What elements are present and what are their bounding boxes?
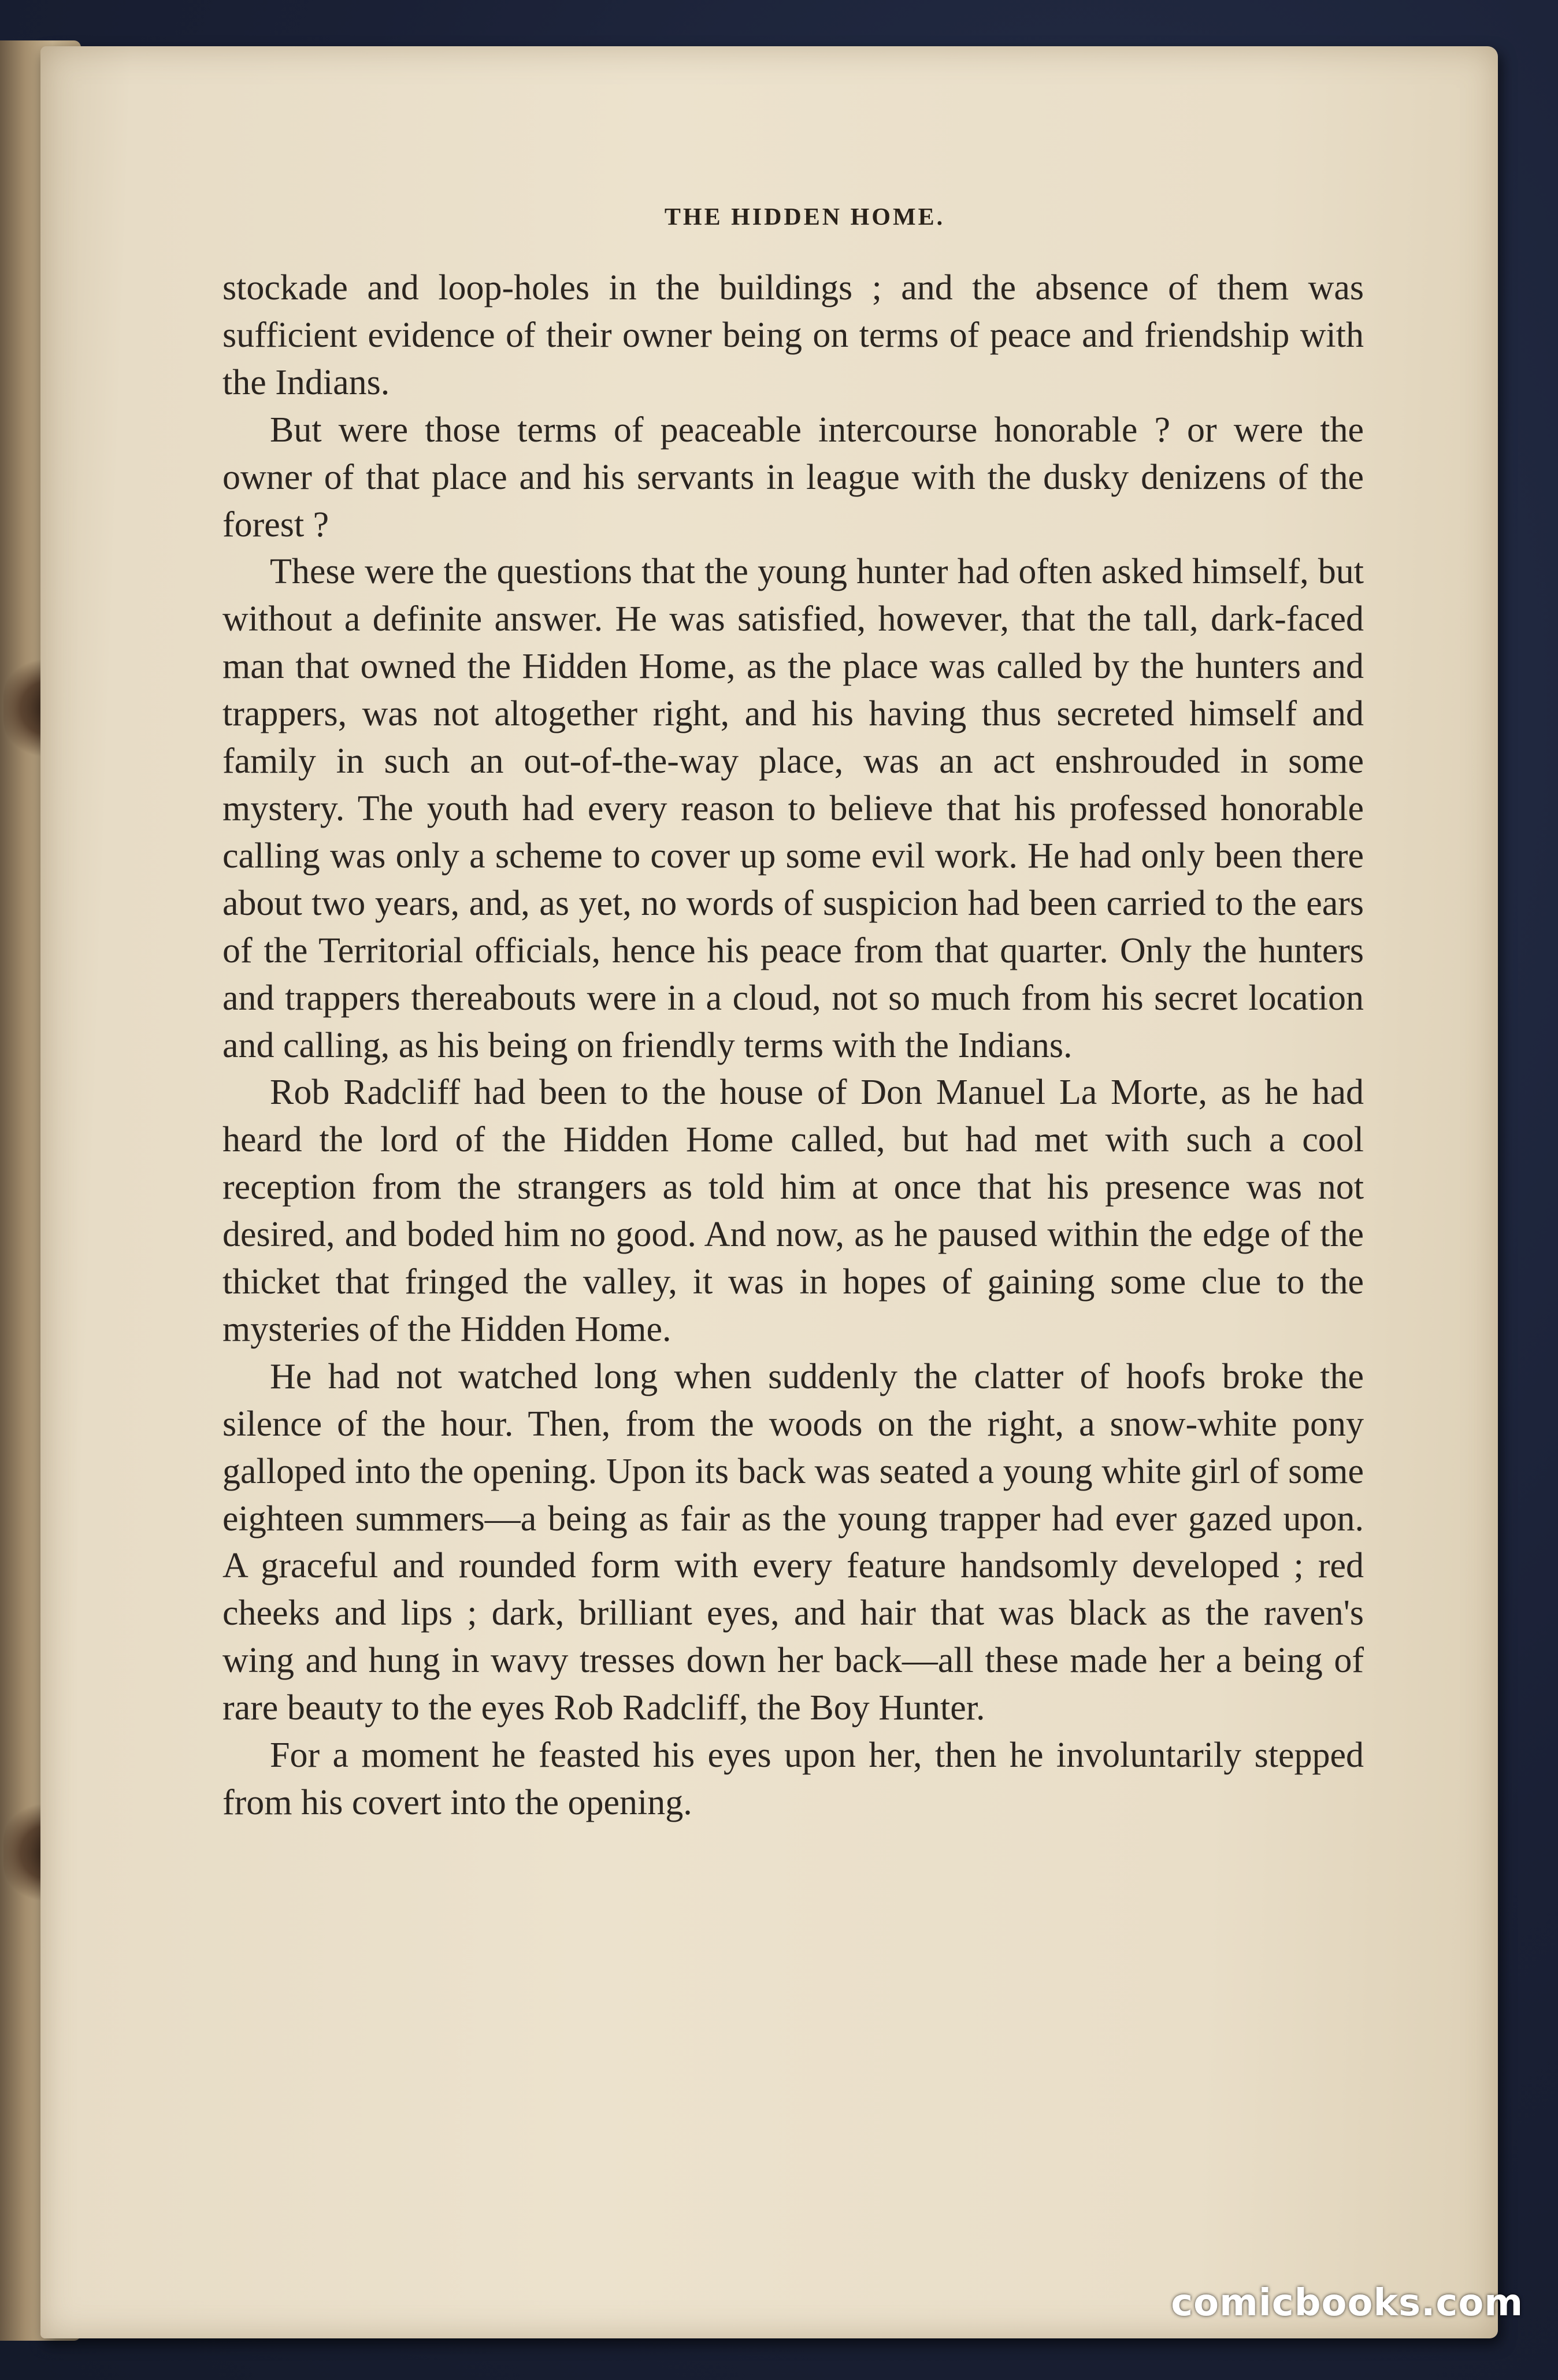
page-text-block	[222, 203, 1364, 1827]
running-head: THE HIDDEN HOME.	[664, 204, 945, 231]
site-watermark: comicbooks.com	[1171, 2282, 1523, 2325]
paragraph: These were the questions that the young hunter had often asked himself, but without a definite answer. He was satisfied, however, that the tall, dark-faced man that owned the Hidden Home, as the place was called by the hunters and trappers, was not altogether right, and his having thus secreted himself and family in such an out-of-the-way place, was an act enshrouded in some mystery. The youth had every reason to believe that his professed honorable calling was only a scheme to cover up some evil work. He had only been there about two years, and, as yet, no words of suspicion had been carried to the ears of the Territorial officials, hence his peace from that quarter. Only the hunters and trappers thereabouts were in a cloud, not so much from his secret location and calling, as his being on friendly terms with the Indians.	[222, 552, 1364, 1065]
paragraph: But were those terms of peaceable intercourse honorable ? or were the owner of that place and his servants in league with the dusky denizens of the forest ?	[222, 410, 1364, 544]
book-page	[40, 46, 1498, 2338]
paragraph: Rob Radcliff had been to the house of Don Manuel La Morte, as he had heard the lord of the Hidden Home called, but had met with such a cool reception from the strangers as told him at once that his presence was not desired, and boded him no good. And now, as he paused within the edge of the thicket that fringed the valley, it was in hopes of gaining some clue to the mysteries of the Hidden Home.	[222, 1073, 1364, 1349]
paragraph: He had not watched long when suddenly the clatter of hoofs broke the silence of the hour. Then, from the woods on the right, a snow-white pony galloped into the opening. Upon its back was seated a young white girl of some eighteen summers—a being as fair as the young trapper had ever gazed upon. A graceful and rounded form with every feature handsomly developed ; red cheeks and lips ; dark, brilliant eyes, and hair that was black as the raven's wing and hung in wavy tresses down her back—all these made her a being of rare beauty to the eyes Rob Radcliff, the Boy Hunter.	[222, 1356, 1364, 1728]
paragraph: stockade and loop-holes in the buildings ; and the absence of them was sufficient evidence of their owner being on terms of peace and friendship with the Indians.	[222, 268, 1364, 402]
paragraph: For a moment he feasted his eyes upon her, then he involuntarily stepped from his covert into the opening.	[222, 1736, 1364, 1822]
